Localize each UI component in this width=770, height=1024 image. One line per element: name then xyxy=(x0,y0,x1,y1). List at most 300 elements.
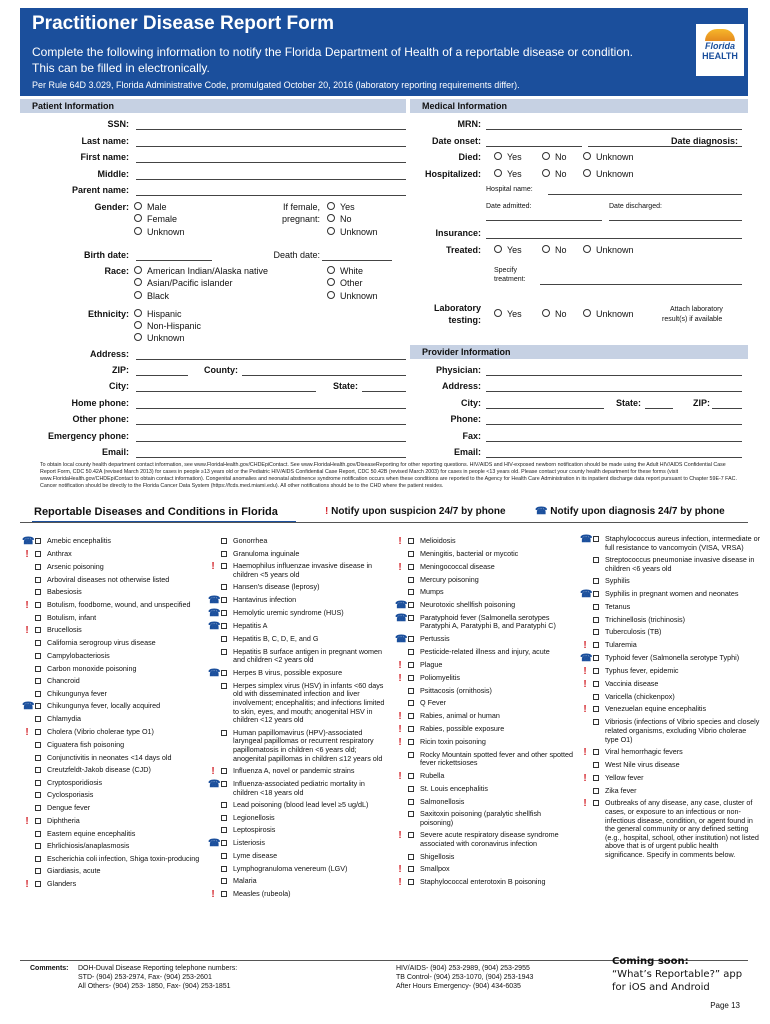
disease-checkbox[interactable] xyxy=(221,584,227,590)
disease-item[interactable] xyxy=(22,766,202,775)
disease-item[interactable] xyxy=(22,550,202,559)
disease-checkbox[interactable] xyxy=(221,827,227,833)
disease-item[interactable] xyxy=(22,626,202,635)
disease-checkbox[interactable] xyxy=(593,788,599,794)
provider-fax-field[interactable] xyxy=(486,441,742,442)
disease-item[interactable] xyxy=(22,779,202,788)
disease-checkbox[interactable] xyxy=(221,802,227,808)
disease-checkbox[interactable] xyxy=(408,589,414,595)
disease-checkbox[interactable] xyxy=(408,854,414,860)
disease-item[interactable] xyxy=(395,865,575,874)
disease-checkbox[interactable] xyxy=(221,768,227,774)
disease-checkbox[interactable] xyxy=(593,655,599,661)
disease-item[interactable] xyxy=(395,576,575,585)
disease-item[interactable] xyxy=(580,787,760,796)
hosp-no-radio[interactable]: No xyxy=(542,169,567,180)
email-label: Email: xyxy=(101,447,129,457)
disease-item[interactable] xyxy=(580,718,760,744)
disease-label: Mumps xyxy=(420,587,444,597)
disease-label: Rabies, animal or human xyxy=(420,710,500,720)
disease-checkbox[interactable] xyxy=(35,856,41,862)
disease-checkbox[interactable] xyxy=(593,800,599,806)
disease-item[interactable] xyxy=(208,682,388,725)
disease-checkbox[interactable] xyxy=(35,538,41,544)
disease-item[interactable] xyxy=(208,767,388,776)
disease-checkbox[interactable] xyxy=(35,792,41,798)
phone-icon: ☎ xyxy=(395,633,408,645)
disease-checkbox[interactable] xyxy=(35,831,41,837)
disease-checkbox[interactable] xyxy=(593,749,599,755)
exclamation-icon: ! xyxy=(398,877,402,889)
disease-checkbox[interactable] xyxy=(35,843,41,849)
date-discharged-field[interactable] xyxy=(609,220,742,221)
disease-item[interactable] xyxy=(395,712,575,721)
pregnant-yes-radio[interactable]: Yes xyxy=(327,202,355,213)
insurance-field[interactable] xyxy=(486,238,742,239)
disease-item[interactable] xyxy=(22,855,202,864)
hosp-yes-radio[interactable]: Yes xyxy=(494,169,522,180)
disease-label: Lead poisoning (blood lead level ≥5 ug/dL) xyxy=(233,800,369,810)
disease-item[interactable] xyxy=(395,699,575,708)
disease-label: Cryptosporidiosis xyxy=(47,777,103,787)
gender-unknown-radio[interactable]: Unknown xyxy=(134,227,185,238)
disease-item[interactable] xyxy=(22,842,202,851)
disease-label: Pertussis xyxy=(420,633,450,643)
disease-item[interactable] xyxy=(208,865,388,874)
disease-checkbox[interactable] xyxy=(35,868,41,874)
disease-checkbox[interactable] xyxy=(221,551,227,557)
disease-item[interactable] xyxy=(395,550,575,559)
disease-item[interactable] xyxy=(580,577,760,586)
disease-checkbox[interactable] xyxy=(35,767,41,773)
disease-item[interactable] xyxy=(22,791,202,800)
disease-checkbox[interactable] xyxy=(408,636,414,642)
pregnant-unknown-radio[interactable]: Unknown xyxy=(327,227,378,238)
disease-checkbox[interactable] xyxy=(593,706,599,712)
disease-item[interactable] xyxy=(395,687,575,696)
disease-label: West Nile virus disease xyxy=(605,760,680,770)
died-no-radio[interactable]: No xyxy=(542,152,567,163)
disease-checkbox[interactable] xyxy=(408,726,414,732)
disease-checkbox[interactable] xyxy=(221,866,227,872)
lab-yes-radio[interactable]: Yes xyxy=(494,309,522,320)
gender-male-radio[interactable]: Male xyxy=(134,202,167,213)
disease-column-1 xyxy=(22,537,202,893)
disease-checkbox[interactable] xyxy=(593,642,599,648)
ethnicity-hispanic-radio[interactable]: Hispanic xyxy=(134,309,182,320)
emergency-phone-field[interactable] xyxy=(136,441,406,442)
disease-checkbox[interactable] xyxy=(593,762,599,768)
disease-label: Chancroid xyxy=(47,676,80,686)
disease-checkbox[interactable] xyxy=(593,775,599,781)
disease-item[interactable] xyxy=(22,563,202,572)
disease-item[interactable] xyxy=(22,652,202,661)
disease-item[interactable] xyxy=(580,641,760,650)
birth-date-field[interactable] xyxy=(136,260,212,261)
disease-label: Legionellosis xyxy=(233,812,275,822)
disease-item[interactable] xyxy=(22,639,202,648)
disease-checkbox[interactable] xyxy=(221,623,227,629)
home-phone-field[interactable] xyxy=(136,408,406,409)
exclamation-icon: ! xyxy=(398,864,402,876)
disease-item[interactable] xyxy=(22,880,202,889)
disease-checkbox[interactable] xyxy=(408,551,414,557)
exclamation-icon: ! xyxy=(583,704,587,716)
disease-item[interactable] xyxy=(580,654,760,663)
disease-item[interactable] xyxy=(580,693,760,702)
disease-label: Syphilis in pregnant women and neonates xyxy=(605,588,739,598)
pregnant-no-radio[interactable]: No xyxy=(327,214,352,225)
disease-checkbox[interactable] xyxy=(35,564,41,570)
disease-label: Herpes simplex virus (HSV) in infants <60 days old with disseminated infection and liver involvement; encephalitis; and infections limited to skin, eyes, and mouth; anogenital HSV in children <12 years old xyxy=(233,680,385,725)
ethnicity-unknown-radio[interactable]: Unknown xyxy=(134,333,185,344)
phone-icon: ☎ xyxy=(208,779,221,791)
attach-note-2: result(s) if available xyxy=(662,316,723,323)
race-black-radio[interactable]: Black xyxy=(134,291,169,302)
disease-checkbox[interactable] xyxy=(221,538,227,544)
hospital-name-field[interactable] xyxy=(548,194,742,195)
first-name-field[interactable] xyxy=(136,162,406,163)
disease-checkbox[interactable] xyxy=(35,678,41,684)
disease-checkbox[interactable] xyxy=(35,703,41,709)
disease-item[interactable] xyxy=(208,669,388,678)
disease-checkbox[interactable] xyxy=(35,640,41,646)
disease-checkbox[interactable] xyxy=(221,878,227,884)
disease-checkbox[interactable] xyxy=(593,719,599,725)
disease-checkbox[interactable] xyxy=(221,815,227,821)
parent-name-field[interactable] xyxy=(136,195,406,196)
disease-label: Chlamydia xyxy=(47,714,81,724)
disease-item[interactable] xyxy=(22,537,202,546)
disease-checkbox[interactable] xyxy=(35,755,41,761)
last-name-field[interactable] xyxy=(136,146,406,147)
disease-item[interactable] xyxy=(395,614,575,631)
disease-checkbox[interactable] xyxy=(593,591,599,597)
disease-item[interactable] xyxy=(208,648,388,665)
birth-date-label: Birth date: xyxy=(84,250,129,260)
exclamation-icon: ! xyxy=(325,506,329,517)
disease-label: Neurotoxic shellfish poisoning xyxy=(420,599,516,609)
disease-item[interactable] xyxy=(22,614,202,623)
lab-unknown-radio[interactable]: Unknown xyxy=(583,309,634,320)
state-field[interactable] xyxy=(362,391,406,392)
disease-checkbox[interactable] xyxy=(221,891,227,897)
disease-checkbox[interactable] xyxy=(593,578,599,584)
state-label: State: xyxy=(332,381,358,391)
race-other-radio[interactable]: Other xyxy=(327,278,363,289)
disease-item[interactable] xyxy=(208,729,388,763)
disease-checkbox[interactable] xyxy=(408,675,414,681)
disease-item[interactable] xyxy=(395,831,575,848)
race-aian-radio[interactable]: American Indian/Alaska native xyxy=(134,266,268,277)
disease-item[interactable] xyxy=(395,674,575,683)
provider-zip-field[interactable] xyxy=(712,408,742,409)
disease-item[interactable] xyxy=(208,801,388,810)
disease-checkbox[interactable] xyxy=(35,881,41,887)
disease-item[interactable] xyxy=(395,635,575,644)
disease-item[interactable] xyxy=(22,677,202,686)
disease-item[interactable] xyxy=(395,537,575,546)
disease-checkbox[interactable] xyxy=(593,681,599,687)
disease-item[interactable] xyxy=(208,596,388,605)
disease-item[interactable] xyxy=(208,890,388,899)
disease-checkbox[interactable] xyxy=(35,589,41,595)
disease-checkbox[interactable] xyxy=(35,615,41,621)
died-unknown-radio[interactable]: Unknown xyxy=(583,152,634,163)
disease-checkbox[interactable] xyxy=(35,577,41,583)
mrn-field[interactable] xyxy=(486,129,742,130)
disease-item[interactable] xyxy=(580,628,760,637)
disease-item[interactable] xyxy=(22,728,202,737)
provider-fax-label: Fax: xyxy=(462,431,481,441)
email-field[interactable] xyxy=(136,457,406,458)
lab-testing-label-2: testing: xyxy=(448,315,481,325)
physician-field[interactable] xyxy=(486,375,742,376)
disease-item[interactable] xyxy=(395,738,575,747)
medical-info-bar: Medical Information xyxy=(410,99,748,113)
disease-checkbox[interactable] xyxy=(221,730,227,736)
disease-item[interactable] xyxy=(580,535,760,552)
disease-item[interactable] xyxy=(208,852,388,861)
disease-checkbox[interactable] xyxy=(35,691,41,697)
ssn-label: SSN: xyxy=(107,119,129,129)
physician-label: Physician: xyxy=(435,365,481,375)
disease-label: Campylobacteriosis xyxy=(47,650,110,660)
disease-checkbox[interactable] xyxy=(593,694,599,700)
disease-checkbox[interactable] xyxy=(35,653,41,659)
disease-checkbox[interactable] xyxy=(408,713,414,719)
disease-item[interactable] xyxy=(22,804,202,813)
disease-checkbox[interactable] xyxy=(35,716,41,722)
disease-checkbox[interactable] xyxy=(593,668,599,674)
disease-label: Staphylococcal enterotoxin B poisoning xyxy=(420,877,546,887)
disease-checkbox[interactable] xyxy=(408,577,414,583)
date-discharged-label: Date discharged: xyxy=(609,203,662,210)
disease-item[interactable] xyxy=(208,839,388,848)
date-admitted-field[interactable] xyxy=(486,220,602,221)
disease-label: Haemophilus influenzae invasive disease in children <5 years old xyxy=(233,561,373,579)
ssn-field[interactable] xyxy=(136,129,406,130)
disease-checkbox[interactable] xyxy=(408,700,414,706)
disease-item[interactable] xyxy=(395,601,575,610)
disease-checkbox[interactable] xyxy=(221,636,227,642)
disease-item[interactable] xyxy=(580,705,760,714)
disease-item[interactable] xyxy=(580,667,760,676)
disease-checkbox[interactable] xyxy=(593,617,599,623)
treated-unknown-radio[interactable]: Unknown xyxy=(583,245,634,256)
disease-label: Brucellosis xyxy=(47,625,82,635)
disease-item[interactable] xyxy=(395,772,575,781)
provider-address-field[interactable] xyxy=(486,391,742,392)
lab-no-radio[interactable]: No xyxy=(542,309,567,320)
disease-checkbox[interactable] xyxy=(35,729,41,735)
disease-checkbox[interactable] xyxy=(35,666,41,672)
disease-checkbox[interactable] xyxy=(408,773,414,779)
ethnicity-nonhispanic-radio[interactable]: Non-Hispanic xyxy=(134,321,201,332)
disease-item[interactable] xyxy=(208,635,388,644)
treated-no-radio[interactable]: No xyxy=(542,245,567,256)
disease-item[interactable] xyxy=(208,877,388,886)
disease-checkbox[interactable] xyxy=(35,551,41,557)
disease-item[interactable] xyxy=(395,853,575,862)
disease-item[interactable] xyxy=(580,748,760,757)
disease-item[interactable] xyxy=(208,583,388,592)
disease-checkbox[interactable] xyxy=(221,781,227,787)
disease-label: Trichinellosis (trichinosis) xyxy=(605,614,686,624)
disease-item[interactable] xyxy=(395,810,575,827)
disease-item[interactable] xyxy=(395,588,575,597)
disease-item[interactable] xyxy=(208,609,388,618)
disease-checkbox[interactable] xyxy=(35,742,41,748)
disease-checkbox[interactable] xyxy=(221,649,227,655)
provider-email-field[interactable] xyxy=(486,457,742,458)
provider-phone-field[interactable] xyxy=(486,424,742,425)
disease-checkbox[interactable] xyxy=(221,853,227,859)
treated-yes-radio[interactable]: Yes xyxy=(494,245,522,256)
disease-checkbox[interactable] xyxy=(593,557,599,563)
disease-item[interactable] xyxy=(22,690,202,699)
disease-item[interactable] xyxy=(22,665,202,674)
disease-item[interactable] xyxy=(395,751,575,768)
county-field[interactable] xyxy=(242,375,406,376)
disease-item[interactable] xyxy=(22,754,202,763)
gender-female-radio[interactable]: Female xyxy=(134,214,177,225)
disease-checkbox[interactable] xyxy=(221,563,227,569)
race-asian-radio[interactable]: Asian/Pacific islander xyxy=(134,278,233,289)
date-diagnosis-label: Date diagnosis: xyxy=(670,136,738,146)
phone-icon: ☎ xyxy=(395,599,408,611)
disease-item[interactable] xyxy=(395,661,575,670)
date-diagnosis-field[interactable] xyxy=(588,146,742,147)
disease-item[interactable] xyxy=(208,550,388,559)
other-phone-field[interactable] xyxy=(136,424,406,425)
pregnant-label: pregnant: xyxy=(281,214,320,224)
disease-checkbox[interactable] xyxy=(408,649,414,655)
disease-item[interactable] xyxy=(580,774,760,783)
middle-name-label: Middle: xyxy=(97,169,129,179)
form-subtitle: Complete the following information to notify the Florida Department of Health of a reportable disease or condition. xyxy=(32,45,633,59)
disease-checkbox[interactable] xyxy=(593,629,599,635)
disease-label: Typhus fever, epidemic xyxy=(605,665,679,675)
disease-checkbox[interactable] xyxy=(408,739,414,745)
disease-item[interactable] xyxy=(395,648,575,657)
disease-item[interactable] xyxy=(22,588,202,597)
disease-item[interactable] xyxy=(208,562,388,579)
treatment-field[interactable] xyxy=(540,284,742,285)
disease-item[interactable] xyxy=(208,780,388,797)
date-onset-field[interactable] xyxy=(486,146,582,147)
disease-item[interactable] xyxy=(208,826,388,835)
provider-state-field[interactable] xyxy=(645,408,673,409)
hosp-unknown-radio[interactable]: Unknown xyxy=(583,169,634,180)
disease-label: Venezuelan equine encephalitis xyxy=(605,704,707,714)
disease-checkbox[interactable] xyxy=(35,780,41,786)
disease-item[interactable] xyxy=(22,867,202,876)
race-white-radio[interactable]: White xyxy=(327,266,363,277)
disease-checkbox[interactable] xyxy=(35,602,41,608)
disease-label: Meningitis, bacterial or mycotic xyxy=(420,549,519,558)
disease-checkbox[interactable] xyxy=(408,832,414,838)
city-field[interactable] xyxy=(136,391,316,392)
address-field[interactable] xyxy=(136,359,406,360)
disease-label: Creutzfeldt-Jakob disease (CJD) xyxy=(47,765,151,775)
disease-checkbox[interactable] xyxy=(221,683,227,689)
exclamation-icon: ! xyxy=(25,815,29,827)
disease-checkbox[interactable] xyxy=(221,840,227,846)
disease-item[interactable] xyxy=(580,680,760,689)
disease-item[interactable] xyxy=(580,761,760,770)
disease-checkbox[interactable] xyxy=(221,610,227,616)
disease-item[interactable] xyxy=(22,576,202,585)
disease-checkbox[interactable] xyxy=(408,799,414,805)
disease-item[interactable] xyxy=(580,556,760,573)
middle-name-field[interactable] xyxy=(136,179,406,180)
disease-checkbox[interactable] xyxy=(408,688,414,694)
disease-item[interactable] xyxy=(395,785,575,794)
disease-item[interactable] xyxy=(395,878,575,887)
disease-item[interactable] xyxy=(580,590,760,599)
disease-item[interactable] xyxy=(580,799,760,859)
disease-checkbox[interactable] xyxy=(408,662,414,668)
disease-checkbox[interactable] xyxy=(221,597,227,603)
died-yes-radio[interactable]: Yes xyxy=(494,152,522,163)
disease-checkbox[interactable] xyxy=(593,604,599,610)
disease-item[interactable] xyxy=(22,830,202,839)
disease-checkbox[interactable] xyxy=(221,670,227,676)
disease-item[interactable] xyxy=(22,601,202,610)
disease-item[interactable] xyxy=(395,725,575,734)
disease-checkbox[interactable] xyxy=(408,752,414,758)
disease-item[interactable] xyxy=(580,603,760,612)
disease-label: Giardiasis, acute xyxy=(47,866,101,876)
disease-item[interactable] xyxy=(22,817,202,826)
race-unknown-radio[interactable]: Unknown xyxy=(327,291,378,302)
disease-checkbox[interactable] xyxy=(408,538,414,544)
disease-label: Chikungunya fever xyxy=(47,688,107,698)
zip-field[interactable] xyxy=(136,375,188,376)
disease-label: Hepatitis A xyxy=(233,620,268,630)
disease-checkbox[interactable] xyxy=(408,866,414,872)
disease-item[interactable] xyxy=(22,715,202,724)
form-title: Practitioner Disease Report Form xyxy=(32,13,334,34)
disease-checkbox[interactable] xyxy=(35,627,41,633)
disease-checkbox[interactable] xyxy=(35,818,41,824)
disease-checkbox[interactable] xyxy=(35,805,41,811)
rule-note: Per Rule 64D 3.029, Florida Administrative Code, promulgated October 20, 2016 (laboratory reporting requirements differ). xyxy=(32,80,520,90)
disease-checkbox[interactable] xyxy=(408,879,414,885)
provider-phone-label: Phone: xyxy=(450,414,481,424)
disease-item[interactable] xyxy=(208,622,388,631)
disease-checkbox[interactable] xyxy=(408,564,414,570)
disease-item[interactable] xyxy=(22,741,202,750)
provider-city-field[interactable] xyxy=(486,408,604,409)
disease-item[interactable] xyxy=(580,616,760,625)
phone-icon: ☎ xyxy=(208,620,221,632)
disease-checkbox[interactable] xyxy=(408,786,414,792)
disease-checkbox[interactable] xyxy=(408,811,414,817)
insurance-label: Insurance: xyxy=(435,228,481,238)
disease-item[interactable] xyxy=(22,702,202,711)
disease-label: Poliomyelitis xyxy=(420,672,460,682)
disease-item[interactable] xyxy=(208,537,388,546)
disease-checkbox[interactable] xyxy=(408,602,414,608)
death-date-field[interactable] xyxy=(322,260,392,261)
disease-item[interactable] xyxy=(208,814,388,823)
disease-checkbox[interactable] xyxy=(593,536,599,542)
disease-checkbox[interactable] xyxy=(408,615,414,621)
disease-item[interactable] xyxy=(395,563,575,572)
disease-item[interactable] xyxy=(395,798,575,807)
